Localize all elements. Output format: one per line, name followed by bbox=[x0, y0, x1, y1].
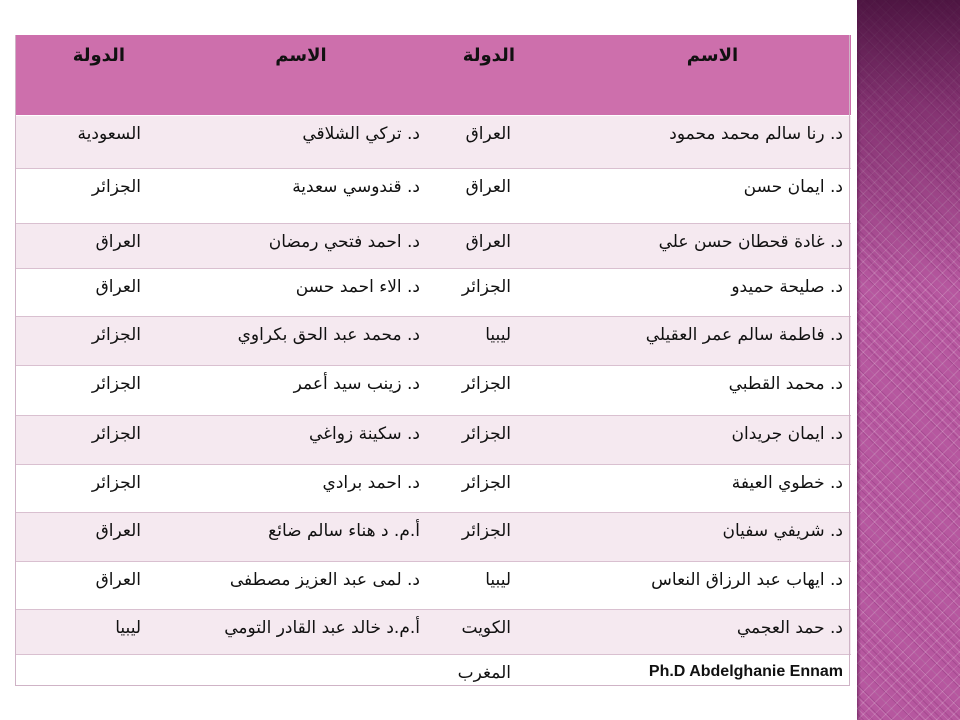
cell-name: أ.م. د هناء سالم ضائع bbox=[145, 513, 428, 562]
table-row bbox=[15, 269, 851, 317]
cell-name: د. صليحة حميدو bbox=[515, 269, 851, 317]
header-country-2: الدولة bbox=[15, 35, 145, 116]
cell-name: د. غادة قحطان حسن علي bbox=[515, 224, 851, 269]
cell-name: د. قندوسي سعدية bbox=[145, 169, 428, 224]
cell-name: د. تركي الشلاقي bbox=[145, 116, 428, 169]
header-name-1: الاسم bbox=[515, 35, 851, 116]
cell-name: د. شريفي سفيان bbox=[515, 513, 851, 562]
cell-country: العراق bbox=[15, 562, 145, 610]
cell-country: العراق bbox=[428, 169, 515, 224]
cell-country: الجزائر bbox=[15, 465, 145, 513]
cell-country: الجزائر bbox=[15, 416, 145, 465]
header-country-1: الدولة bbox=[428, 35, 515, 116]
cell-name: د. محمد عبد الحق بكراوي bbox=[145, 317, 428, 366]
cell-name: د. احمد برادي bbox=[145, 465, 428, 513]
header-name-2: الاسم bbox=[145, 35, 428, 116]
participants-table bbox=[15, 35, 851, 698]
cell-country: المغرب bbox=[428, 655, 515, 698]
cell-name: د. ايمان حسن bbox=[515, 169, 851, 224]
cell-name-english: Ph.D Abdelghanie Ennam bbox=[515, 655, 851, 698]
cell-name: د. سكينة زواغي bbox=[145, 416, 428, 465]
table-row bbox=[15, 224, 851, 269]
cell-name: د. الاء احمد حسن bbox=[145, 269, 428, 317]
table-row bbox=[15, 562, 851, 610]
cell-name: د. احمد فتحي رمضان bbox=[145, 224, 428, 269]
cell-country: الجزائر bbox=[15, 317, 145, 366]
cell-country: ليبيا bbox=[15, 610, 145, 655]
cell-country: الجزائر bbox=[428, 269, 515, 317]
cell-country: العراق bbox=[15, 513, 145, 562]
cell-country: الكويت bbox=[428, 610, 515, 655]
cell-country: الجزائر bbox=[428, 465, 515, 513]
cell-name: د. فاطمة سالم عمر العقيلي bbox=[515, 317, 851, 366]
cell-name: أ.م.د خالد عبد القادر التومي bbox=[145, 610, 428, 655]
cell-country: ليبيا bbox=[428, 562, 515, 610]
cell-country: السعودية bbox=[15, 116, 145, 169]
table-row bbox=[15, 513, 851, 562]
cell-name: د. ايهاب عبد الرزاق النعاس bbox=[515, 562, 851, 610]
cell-name: د. محمد القطبي bbox=[515, 366, 851, 416]
table-row bbox=[15, 116, 851, 169]
table-row bbox=[15, 366, 851, 416]
cell-empty bbox=[15, 655, 145, 698]
cell-empty bbox=[145, 655, 428, 698]
cell-country: الجزائر bbox=[428, 513, 515, 562]
cell-country: ليبيا bbox=[428, 317, 515, 366]
cell-name: د. زينب سيد أعمر bbox=[145, 366, 428, 416]
table-row bbox=[15, 169, 851, 224]
decorative-side-strip bbox=[857, 0, 960, 720]
cell-country: الجزائر bbox=[15, 169, 145, 224]
cell-name: د. خطوي العيفة bbox=[515, 465, 851, 513]
table-header-row bbox=[15, 35, 851, 116]
cell-name: د. رنا سالم محمد محمود bbox=[515, 116, 851, 169]
cell-country: العراق bbox=[15, 269, 145, 317]
cell-country: العراق bbox=[428, 224, 515, 269]
table-row bbox=[15, 416, 851, 465]
cell-country: الجزائر bbox=[428, 416, 515, 465]
cell-name: د. لمى عبد العزيز مصطفى bbox=[145, 562, 428, 610]
cell-name: د. ايمان جريدان bbox=[515, 416, 851, 465]
table-row bbox=[15, 465, 851, 513]
cell-country: الجزائر bbox=[15, 366, 145, 416]
cell-name: د. حمد العجمي bbox=[515, 610, 851, 655]
table-row bbox=[15, 610, 851, 655]
table-row-last bbox=[15, 655, 851, 698]
cell-country: الجزائر bbox=[428, 366, 515, 416]
table-row bbox=[15, 317, 851, 366]
cell-country: العراق bbox=[15, 224, 145, 269]
cell-country: العراق bbox=[428, 116, 515, 169]
